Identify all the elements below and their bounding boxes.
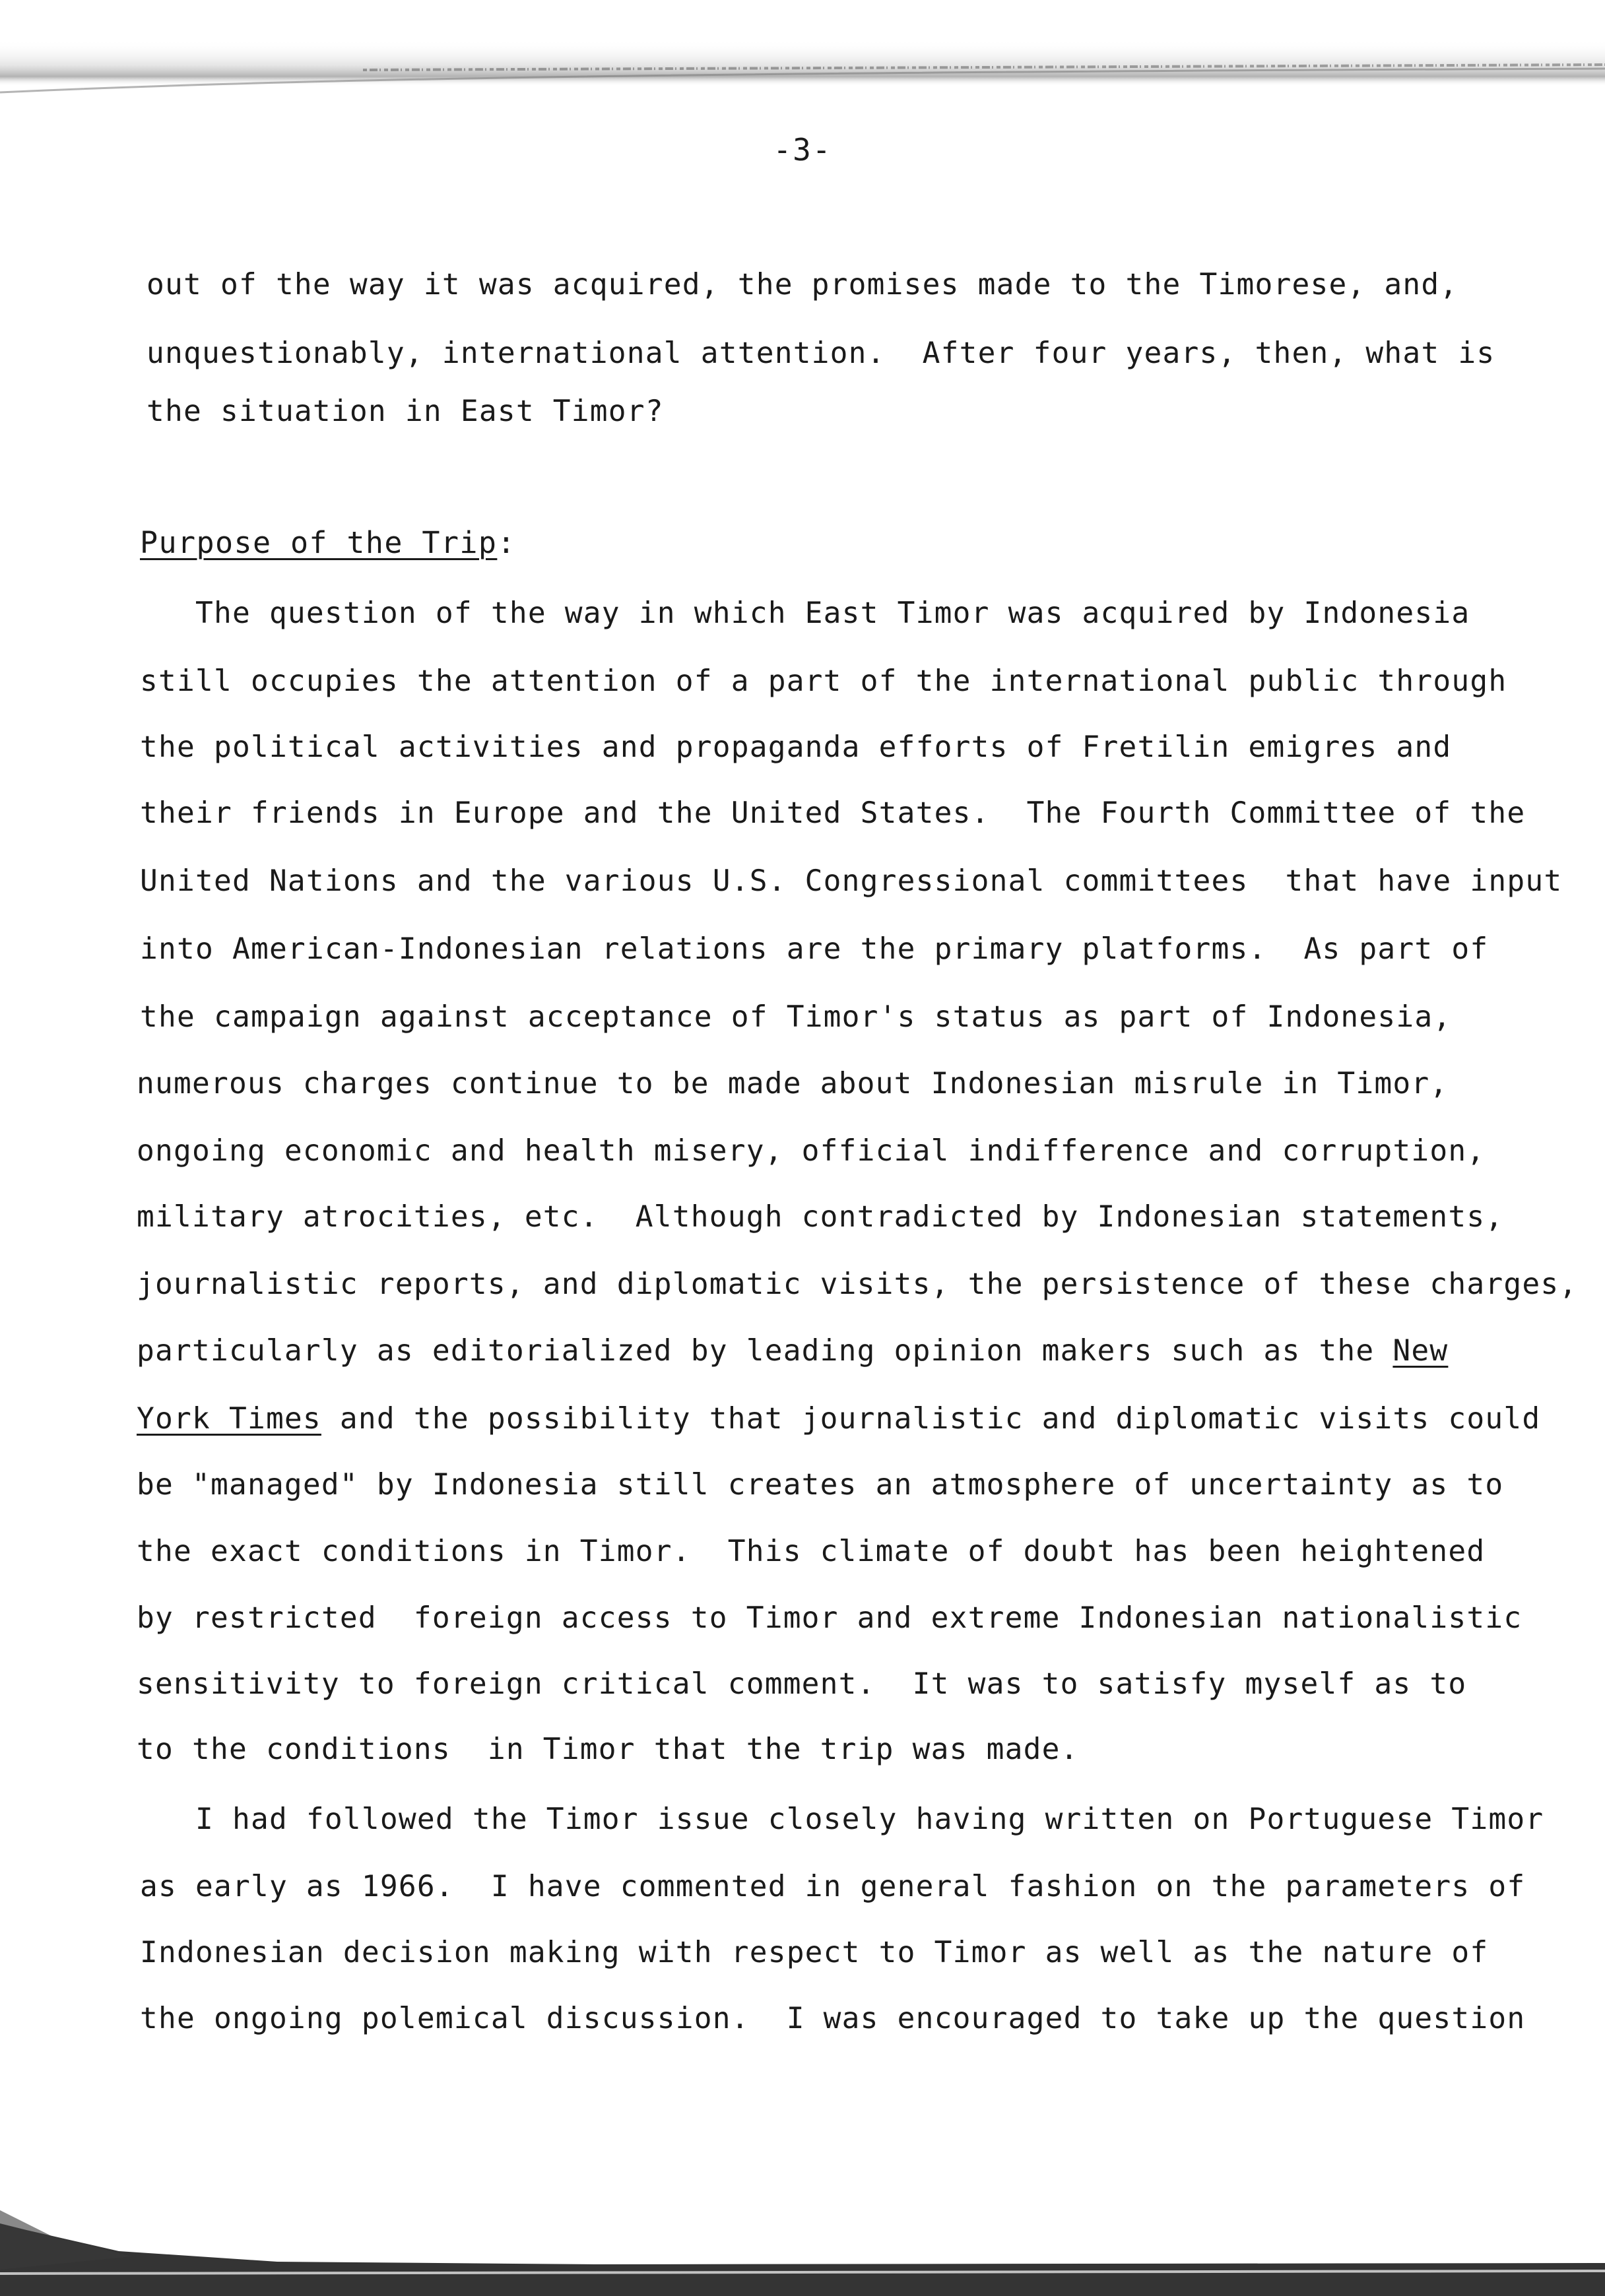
page-number: -3- (773, 132, 832, 168)
line-text: and the possibility that journalistic and diplomatic visits could (321, 1402, 1541, 1436)
section-heading (140, 523, 516, 563)
text-line: ongoing economic and health misery, official indifference and corruption, (137, 1134, 1486, 1168)
text-line: the exact conditions in Timor. This climate of doubt has been heightened (137, 1535, 1486, 1568)
text-line: journalistic reports, and diplomatic visits, the persistence of these charges, (137, 1267, 1578, 1301)
text-line: Indonesian decision making with respect to Timor as well as the nature of (140, 1936, 1489, 1969)
text-line: unquestionably, international attention. After four years, then, what is (147, 336, 1495, 370)
scan-noise-top (0, 0, 1605, 99)
text-line: still occupies the attention of a part of the international public through (140, 664, 1507, 698)
text-line: to the conditions in Timor that the trip was made. (137, 1733, 1079, 1766)
text-line: as early as 1966. I have commented in general fashion on the parameters of (140, 1870, 1526, 1903)
text-line: the campaign against acceptance of Timor's status as part of Indonesia, (140, 1000, 1452, 1034)
text-line: the political activities and propaganda efforts of Fretilin emigres and (140, 730, 1452, 764)
text-line: numerous charges continue to be made about Indonesian misrule in Timor, (137, 1067, 1449, 1100)
section-heading-colon: : (497, 525, 516, 560)
section-heading-text: Purpose of the Trip (140, 525, 498, 560)
text-line: be "managed" by Indonesia still creates an atmosphere of uncertainty as to (137, 1468, 1504, 1502)
text-line: their friends in Europe and the United States. The Fourth Committee of the (140, 796, 1526, 830)
text-line: the ongoing polemical discussion. I was encouraged to take up the question (140, 2002, 1526, 2035)
text-line: by restricted foreign access to Timor and extreme Indonesian nationalistic (137, 1601, 1523, 1635)
line-text: particularly as editorialized by leading opinion makers such as the (137, 1334, 1393, 1368)
text-line: out of the way it was acquired, the promises made to the Timorese, and, (147, 268, 1458, 302)
text-line: into American-Indonesian relations are the primary platforms. As part of (140, 932, 1489, 966)
newspaper-title-part: New (1392, 1334, 1449, 1368)
scan-noise-bottom (0, 2210, 1605, 2296)
text-line: sensitivity to foreign critical comment. It was to satisfy myself as to (137, 1667, 1467, 1701)
newspaper-title-part: York Times (137, 1402, 321, 1436)
text-line (137, 1399, 1541, 1439)
text-line: United Nations and the various U.S. Congressional committees that have input (140, 864, 1563, 898)
text-line (137, 1331, 1483, 1371)
text-line: the situation in East Timor? (147, 395, 664, 428)
text-line: military atrocities, etc. Although contradicted by Indonesian statements, (137, 1200, 1504, 1234)
text-line: I had followed the Timor issue closely having written on Portuguese Timor (140, 1802, 1544, 1836)
text-line: The question of the way in which East Timor was acquired by Indonesia (140, 596, 1470, 630)
